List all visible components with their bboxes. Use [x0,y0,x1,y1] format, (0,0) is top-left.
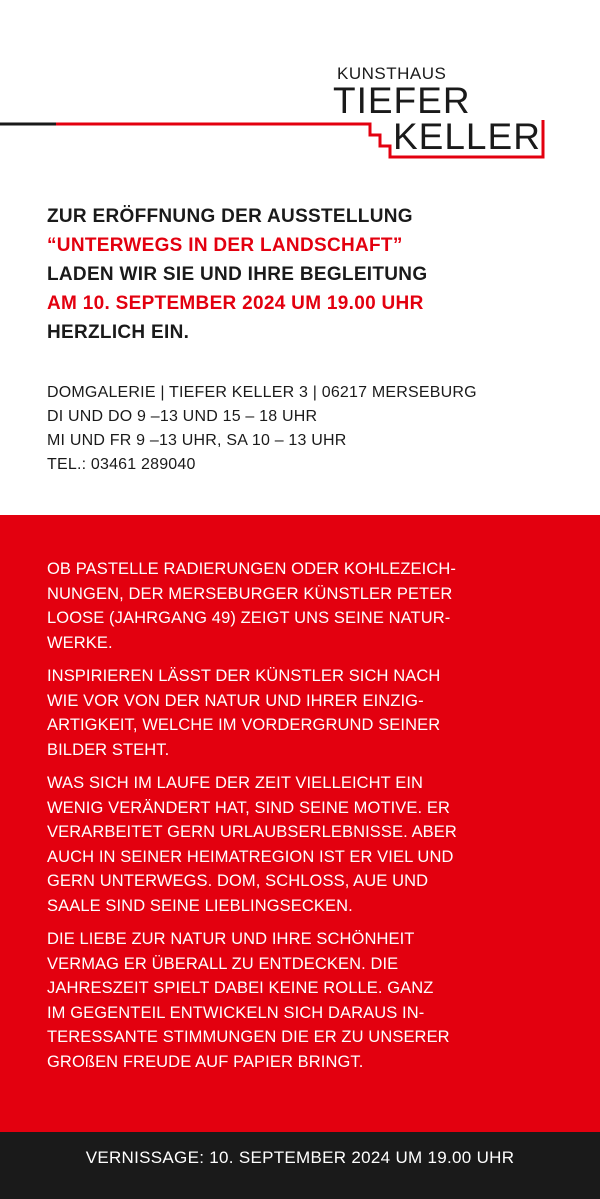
phone-number: TEL.: 03461 289040 [47,456,196,473]
opening-hours-line-2: MI UND FR 9 –13 UHR, SA 10 – 13 UHR [47,432,347,449]
invitation-line-1: ZUR ERÖFFNUNG DER AUSSTELLUNG [47,206,413,227]
vernissage-text: VERNISSAGE: 10. SEPTEMBER 2024 UM 19.00 UHR [85,1148,515,1167]
header-section [0,0,600,515]
description-section [0,515,600,1132]
footer-bar [0,1132,600,1199]
invitation-line-4: AM 10. SEPTEMBER 2024 UM 19.00 UHR [47,293,424,314]
paragraph-line: WIE VOR VON DER NATUR UND IHRER EINZIG- [47,691,424,710]
paragraph-line: SAALE SIND SEINE LIEBLINGSECKEN. [47,896,353,915]
paragraph-line: TERESSANTE STIMMUNGEN DIE ER ZU UNSERER [47,1028,450,1046]
paragraph-3 [47,771,567,918]
logo-text-kunsthaus: KUNSTHAUS [337,64,447,83]
paragraph-line: VERMAG ER ÜBERALL ZU ENTDECKEN. DIE [47,954,399,973]
paragraph-line: OB PASTELLE RADIERUNGEN ODER KOHLEZEICH- [47,560,456,578]
paragraph-2 [47,664,567,762]
paragraph-line: WAS SICH IM LAUFE DER ZEIT VIELLEICHT EIN [47,774,424,792]
description-text [47,557,567,1083]
paragraph-line: DIE LIEBE ZUR NATUR UND IHRE SCHÖNHEIT [47,930,415,948]
paragraph-line: ARTIGKEIT, WELCHE IM VORDERGRUND SEINER [47,716,441,734]
paragraph-line: LOOSE (JAHRGANG 49) ZEIGT UNS SEINE NATUR- [47,609,451,627]
invitation-line-2: “UNTERWEGS IN DER LANDSCHAFT” [47,235,403,256]
paragraph-line: GERN UNTERWEGS. DOM, SCHLOSS, AUE UND [47,872,429,890]
paragraph-line: WENIG VERÄNDERT HAT, SIND SEINE MOTIVE. ER [47,798,451,817]
opening-hours-line-1: DI UND DO 9 –13 UND 15 – 18 UHR [47,408,318,425]
logo-text-tiefer: TIEFER [333,80,471,121]
invitation-text [47,202,587,347]
paragraph-line: BILDER STEHT. [47,740,170,759]
invitation-line-5: HERZLICH EIN. [47,322,190,343]
paragraph-line: INSPIRIEREN LÄSST DER KÜNSTLER SICH NACH [47,667,441,685]
address-block [47,381,477,477]
paragraph-line: WERKE. [47,633,113,652]
paragraph-line: IM GEGENTEIL ENTWICKELN SICH DARAUS IN- [47,1003,425,1022]
paragraph-line: GROßEN FREUDE AUF PAPIER BRINGT. [47,1052,364,1071]
paragraph-line: JAHRESZEIT SPIELT DABEI KEINE ROLLE. GANZ [47,979,434,997]
logo-text-keller: KELLER [393,116,541,157]
paragraph-line: NUNGEN, DER MERSEBURGER KÜNSTLER PETER [47,584,453,603]
invitation-line-3: LADEN WIR SIE UND IHRE BEGLEITUNG [47,264,428,285]
address-line-1: DOMGALERIE | TIEFER KELLER 3 | 06217 MERSEBURG [47,384,477,401]
paragraph-1 [47,557,567,655]
paragraph-line: VERARBEITET GERN URLAUBSERLEBNISSE. ABER [47,823,457,841]
paragraph-line: AUCH IN SEINER HEIMATREGION IST ER VIEL UND [47,847,454,866]
paragraph-4 [47,927,567,1074]
